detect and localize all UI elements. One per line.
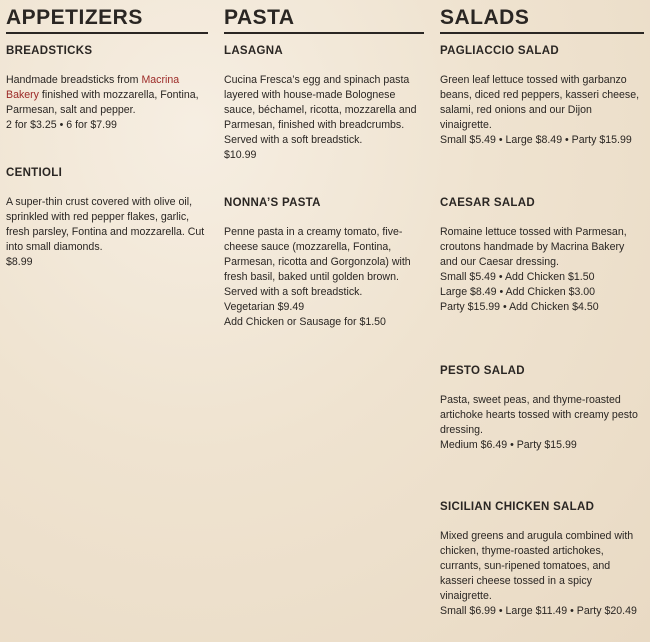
- item-price: Small $5.49 • Add Chicken $1.50: [440, 271, 595, 283]
- item-name: NONNA’S PASTA: [224, 197, 321, 209]
- item-description: Romaine lettuce tossed with Parmesan, croutons handmade by Macrina Bakery and our Caesar dressing.: [440, 226, 627, 268]
- item-price: Add Chicken or Sausage for $1.50: [224, 316, 386, 328]
- item-name: CAESAR SALAD: [440, 197, 535, 209]
- item-name: BREADSTICKS: [6, 45, 93, 57]
- item-name: PAGLIACCIO SALAD: [440, 45, 559, 57]
- salads-heading: SALADS: [440, 6, 644, 34]
- pasta-column: [224, 0, 424, 328]
- pasta-heading: PASTA: [224, 6, 424, 34]
- item-description: Cucina Fresca’s egg and spinach pasta layered with house-made Bolognese sauce, béchamel, ricotta, mozzarella and Parmesan, finished with breadcrumbs. Served with a soft breadstick.: [224, 74, 417, 146]
- appetizers-column: [6, 0, 208, 268]
- item-description: Green leaf lettuce tossed with garbanzo beans, diced red peppers, kasseri cheese, salami, red onions and our Dijon vinaigrette.: [440, 74, 640, 131]
- description-text: finished with mozzarella, Fontina, Parmesan, salt and pepper.: [6, 89, 199, 116]
- menu-item-pesto-salad: [440, 364, 644, 453]
- item-name: SICILIAN CHICKEN SALAD: [440, 501, 595, 513]
- menu-item-caesar-salad: [440, 196, 644, 315]
- macrina-bakery-link[interactable]: Macrina Bakery: [6, 74, 180, 101]
- item-name: CENTIOLI: [6, 167, 63, 179]
- item-price: $10.99: [224, 149, 257, 161]
- item-name: LASAGNA: [224, 45, 283, 57]
- item-price: Large $8.49 • Add Chicken $3.00: [440, 286, 596, 298]
- menu-item-sicilian-chicken-salad: [440, 500, 644, 619]
- item-price: Medium $6.49 • Party $15.99: [440, 439, 577, 451]
- item-description: [6, 73, 208, 118]
- menu-item-centioli: [6, 166, 208, 270]
- salads-column: [440, 0, 644, 617]
- item-description: Pasta, sweet peas, and thyme-roasted artichoke hearts tossed with creamy pesto dressing.: [440, 394, 638, 436]
- menu-item-lasagna: [224, 44, 420, 163]
- item-price: 2 for $3.25 • 6 for $7.99: [6, 119, 117, 131]
- menu-item-pagliaccio-salad: [440, 44, 644, 148]
- appetizers-heading: APPETIZERS: [6, 6, 208, 34]
- item-description: Mixed greens and arugula combined with chicken, thyme-roasted artichokes, currants, sun-ripened tomatoes, and kasseri cheese tossed in a spicy vinaigrette.: [440, 530, 634, 602]
- item-price: $8.99: [6, 256, 33, 268]
- item-description: Penne pasta in a creamy tomato, five-cheese sauce (mozzarella, Fontina, Parmesan, ricotta and Gorgonzola) with fresh basil, baked until golden brown. Served with a soft breadstick.: [224, 226, 411, 298]
- item-description: A super-thin crust covered with olive oil, sprinkled with red pepper flakes, garlic, fresh parsley, Fontina and mozzarella. Cut into small diamonds.: [6, 196, 205, 253]
- menu-item-breadsticks: [6, 44, 208, 133]
- item-price: Party $15.99 • Add Chicken $4.50: [440, 301, 599, 313]
- item-price: Vegetarian $9.49: [224, 301, 305, 313]
- menu-item-nonnas-pasta: [224, 196, 420, 330]
- description-text: Handmade breadsticks from: [6, 74, 142, 86]
- item-price: Small $5.49 • Large $8.49 • Party $15.99: [440, 134, 632, 146]
- item-name: PESTO SALAD: [440, 365, 525, 377]
- item-price: Small $6.99 • Large $11.49 • Party $20.49: [440, 605, 637, 617]
